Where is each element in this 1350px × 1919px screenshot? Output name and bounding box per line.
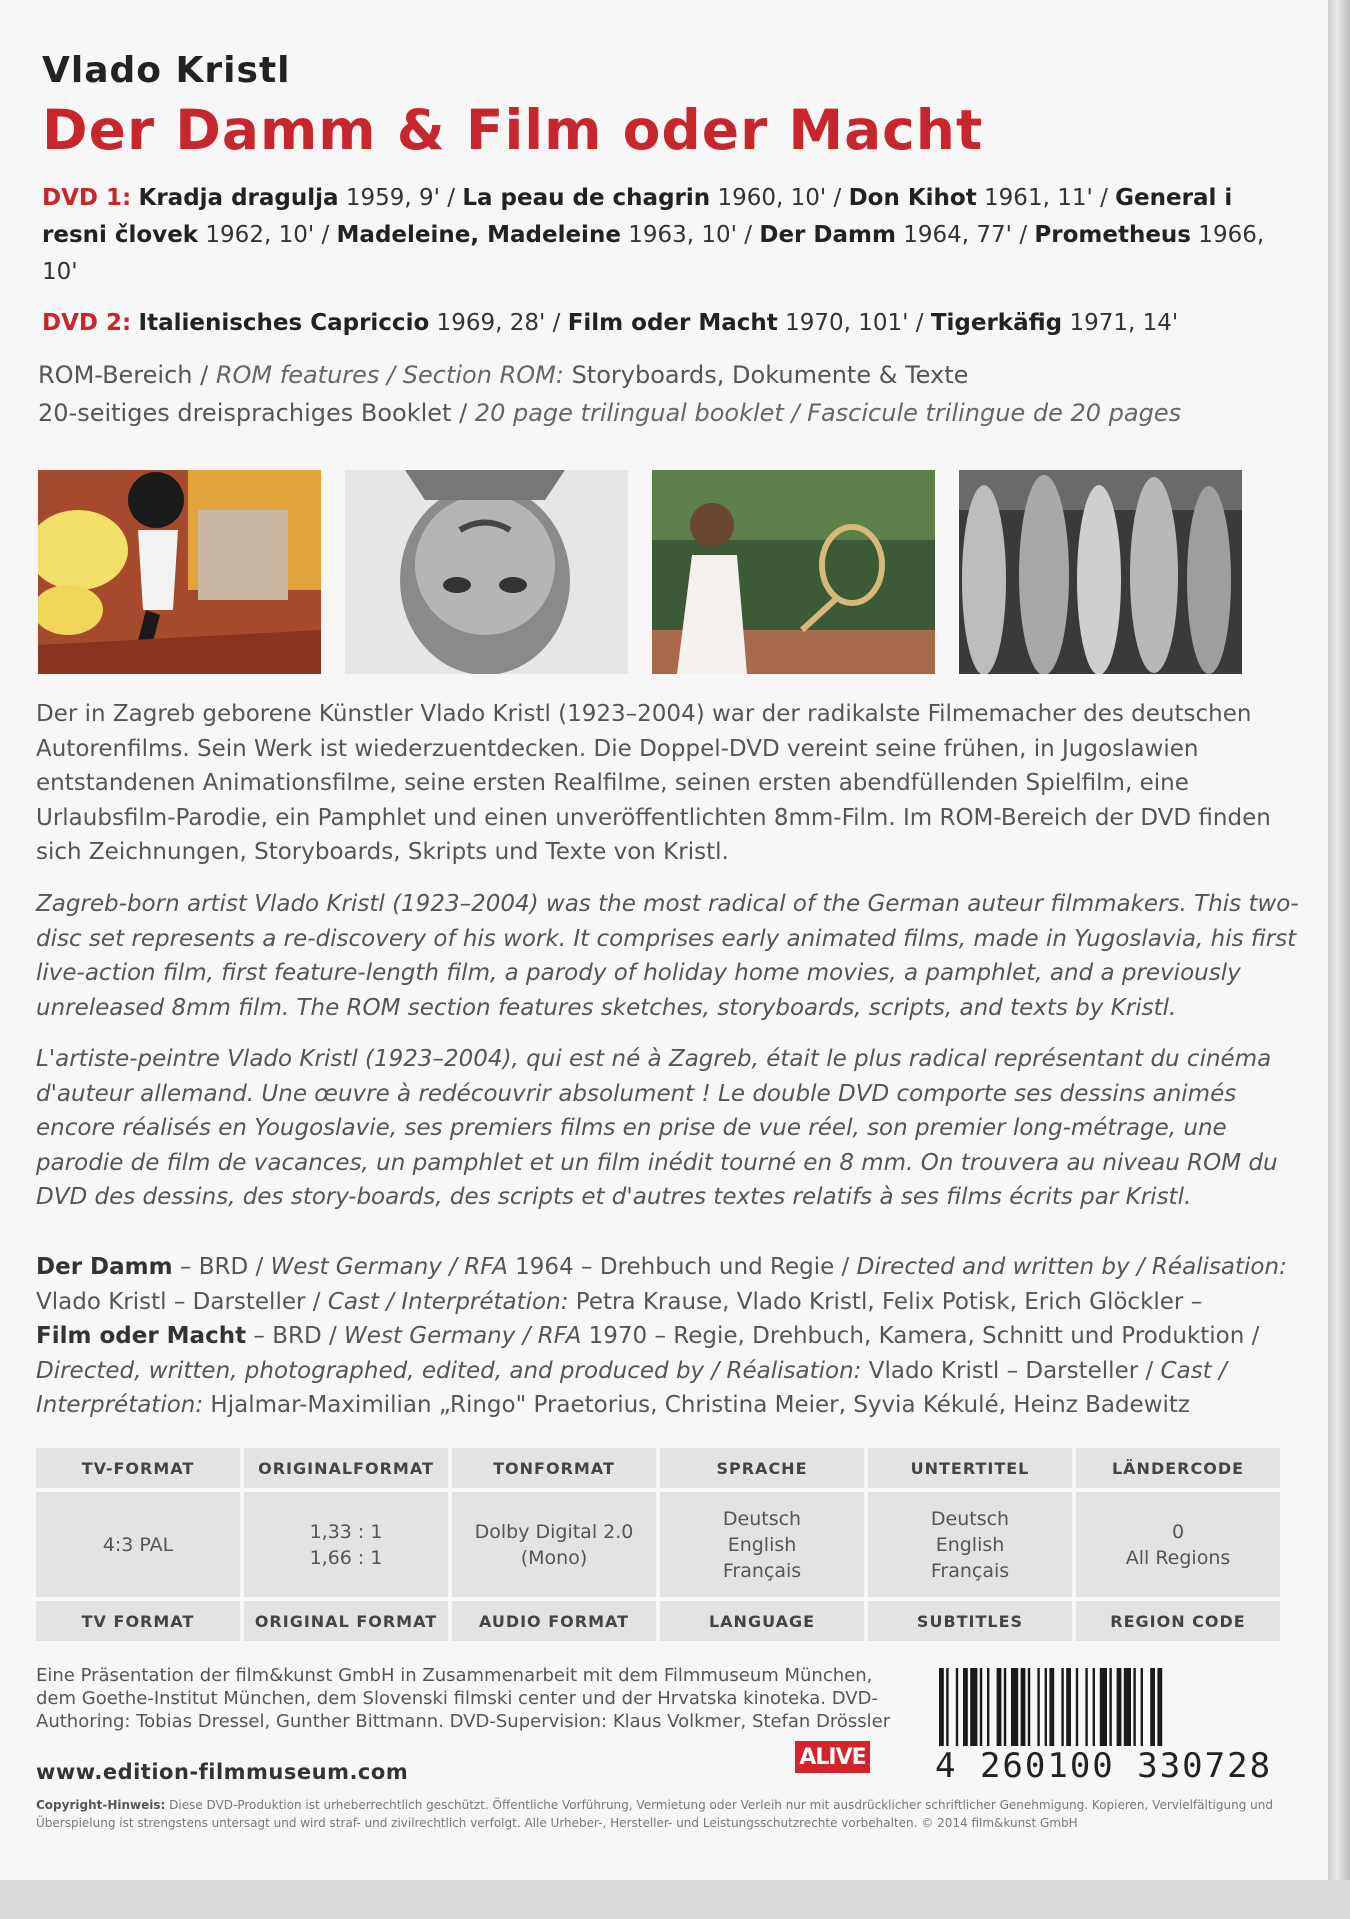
- description-english: Zagreb-born artist Vlado Kristl (1923–2004) was the most radical of the German auteur filmmakers. This two-disc set represents a re-discovery of his work. It comprises early animated films, made in Yugoslavia, his first live-action film, first feature-length film, a parody of holiday home movies, a pamphlet, and a previously unreleased 8mm film. The ROM section features sketches, storyboards, scripts, and texts by Kristl.: [36, 891, 1299, 1021]
- dvd2-contents: [42, 305, 1282, 342]
- film-title: Madeleine, Madeleine: [336, 222, 621, 248]
- barcode: [935, 1668, 1275, 1786]
- copyright-label: Copyright-Hinweis:: [36, 1798, 166, 1812]
- credit-text: 1970 – Regie, Drehbuch, Kamera, Schnitt und Produktion /: [581, 1323, 1260, 1349]
- dvd2-label: DVD 2:: [42, 310, 132, 336]
- spec-header: SUBTITLES: [868, 1601, 1072, 1641]
- film-info: 1969, 28' /: [429, 310, 568, 336]
- film-stills: [38, 470, 1245, 674]
- rom-label-de: ROM-Bereich /: [38, 361, 216, 389]
- spec-header: TV-FORMAT: [36, 1448, 240, 1488]
- dvd1-contents: [42, 180, 1282, 291]
- film-info: 1959, 9' /: [338, 185, 463, 211]
- barcode-bar: [1150, 1668, 1155, 1752]
- spec-header-row-german: [36, 1448, 1280, 1488]
- spec-value: Deutsch English Français: [868, 1492, 1072, 1597]
- description-french: L'artiste-peintre Vlado Kristl (1923–2004), qui est né à Zagreb, était le plus radical représentant du cinéma d'auteur allemand. Une œuvre à redécouvrir absolument ! Le double DVD comporte ses dessins animés encore réalisés en Yougoslavie, ses premiers films en prise de vue réel, son premier long-métrage, une parodie de film de vacances, un pamphlet et un film inédit tourné en 8 mm. On trouvera au niveau ROM du DVD des dessins, des story-boards, des scripts et d'autres textes relatifs à ses films écrits par Kristl.: [36, 1046, 1278, 1210]
- dvd1-label: DVD 1:: [42, 185, 132, 211]
- barcode-bar: [1076, 1668, 1078, 1752]
- spec-header: REGION CODE: [1076, 1601, 1280, 1641]
- film-title: Tigerkäfig: [930, 310, 1063, 336]
- spec-header: AUDIO FORMAT: [452, 1601, 656, 1641]
- barcode-bar: [980, 1668, 982, 1752]
- barcode-bar: [1037, 1668, 1039, 1752]
- rom-label-en-fr: ROM features / Section ROM:: [215, 361, 564, 389]
- barcode-bar: [987, 1668, 989, 1752]
- spec-value: 0 All Regions: [1076, 1492, 1280, 1597]
- still-animation: [38, 470, 321, 674]
- spec-header: ORIGINAL FORMAT: [244, 1601, 448, 1641]
- barcode-bar: [997, 1668, 1002, 1752]
- film-title: La peau de chagrin: [462, 185, 711, 211]
- booklet-label-de: 20-seitiges dreisprachiges Booklet /: [38, 399, 475, 427]
- credit-text: Vlado Kristl – Darsteller /: [36, 1288, 328, 1315]
- credit-text: Cast / Interprétation:: [36, 1357, 1227, 1418]
- film-title: Prometheus: [1034, 222, 1191, 248]
- spec-header: LÄNDERCODE: [1076, 1448, 1280, 1488]
- credit-text: Hjalmar-Maximilian „Ringo" Praetorius, Christina Meier, Syvia Kékulé, Heinz Badewitz: [203, 1392, 1190, 1418]
- barcode-number: 4 260100 330728: [935, 1746, 1275, 1786]
- spec-header-row-english: [36, 1601, 1280, 1641]
- still-tennis: [652, 470, 935, 674]
- film-info: 1964, 77' /: [895, 222, 1035, 248]
- barcode-bar: [946, 1668, 948, 1752]
- booklet-label-en-fr: 20 page trilingual booklet / Fascicule trilingue de 20 pages: [474, 399, 1182, 427]
- credit-text: – BRD /: [246, 1323, 345, 1349]
- spec-header: UNTERTITEL: [868, 1448, 1072, 1488]
- film-title: Italienisches Capriccio: [138, 310, 430, 336]
- film-info: 1970, 101' /: [777, 310, 931, 336]
- film-info: 1962, 10' /: [198, 222, 337, 248]
- credit-text: Directed and written by / Réalisation:: [856, 1254, 1287, 1280]
- credit-film-title: Film oder Macht: [36, 1323, 247, 1349]
- film-title: Kradja dragulja: [138, 185, 339, 211]
- alive-logo: ALIVE: [795, 1741, 870, 1773]
- film-title: Film oder Macht: [567, 310, 778, 336]
- credit-text: Directed, written, photographed, edited, and produced by / Réalisation:: [36, 1357, 862, 1384]
- release-title: Der Damm & Film oder Macht: [42, 98, 984, 162]
- rom-features-line: [38, 356, 1308, 394]
- film-info: 1971, 14': [1062, 310, 1179, 336]
- barcode-bars: [935, 1668, 1275, 1752]
- website-link[interactable]: www.edition-filmmuseum.com: [36, 1760, 409, 1784]
- barcode-bar: [970, 1668, 977, 1752]
- spec-value: 1,33 : 1 1,66 : 1: [244, 1492, 448, 1597]
- case-edge: [1328, 0, 1350, 1919]
- barcode-bar: [1133, 1668, 1135, 1752]
- film-credits: [36, 1250, 1316, 1423]
- spec-value: Deutsch English Français: [660, 1492, 864, 1597]
- credit-text: 1964 – Drehbuch und Regie /: [507, 1254, 857, 1280]
- barcode-bar: [1011, 1668, 1018, 1752]
- credit-text: Petra Krause, Vlado Kristl, Felix Potisk, Erich Glöckler –: [568, 1288, 1203, 1315]
- credit-text: Cast / Interprétation:: [327, 1288, 569, 1315]
- credit-text: Vlado Kristl – Darsteller /: [861, 1357, 1161, 1384]
- barcode-bar: [1141, 1668, 1143, 1752]
- spec-header: SPRACHE: [660, 1448, 864, 1488]
- barcode-bar: [1028, 1668, 1030, 1752]
- director-name: Vlado Kristl: [42, 50, 291, 91]
- barcode-bar: [956, 1668, 958, 1752]
- barcode-bar: [1109, 1668, 1111, 1752]
- barcode-bar: [1093, 1668, 1095, 1752]
- spec-header: TV FORMAT: [36, 1601, 240, 1641]
- credit-text: West Germany / RFA: [270, 1254, 508, 1280]
- barcode-bar: [1124, 1668, 1131, 1752]
- description-german: Der in Zagreb geborene Künstler Vlado Kristl (1923–2004) war der radikalste Filmemacher des deutschen Autorenfilms. Sein Werk ist wiederzuentdecken. Die Doppel-DVD vereint seine frühen, in Jugoslawien entstandenen Animationsfilme, seine ersten Realfilme, seinen ersten abendfüllenden Spielfilm, eine Urlaubsfilm-Parodie, ein Pamphlet und einen unveröffentlichten 8mm-Film. Im ROM-Bereich der DVD finden sich Zeichnungen, Storyboards, Skripts und Texte von Kristl.: [36, 701, 1271, 865]
- technical-specs-table: [36, 1448, 1280, 1645]
- barcode-bar: [1004, 1668, 1006, 1752]
- barcode-bar: [1085, 1668, 1087, 1752]
- barcode-bar: [1049, 1668, 1054, 1752]
- barcode-bar: [1021, 1668, 1026, 1752]
- film-info: 1961, 11' /: [976, 185, 1116, 211]
- barcode-bar: [1117, 1668, 1122, 1752]
- bonus-features: [38, 356, 1308, 432]
- credit-text: West Germany / RFA: [344, 1323, 582, 1349]
- spec-header: LANGUAGE: [660, 1601, 864, 1641]
- barcode-bar: [1045, 1668, 1047, 1752]
- barcode-bar: [1061, 1668, 1063, 1752]
- booklet-line: [38, 394, 1308, 432]
- case-bottom: [0, 1880, 1350, 1919]
- still-portrait: [345, 470, 628, 674]
- spec-values-row: [36, 1492, 1280, 1597]
- barcode-bar: [1066, 1668, 1071, 1752]
- film-info: 1960, 10' /: [710, 185, 849, 211]
- barcode-bar: [939, 1668, 944, 1752]
- spec-header: ORIGINALFORMAT: [244, 1448, 448, 1488]
- copyright-notice: [36, 1796, 1276, 1832]
- film-info: 1966, 10': [42, 222, 1265, 285]
- spec-value: Dolby Digital 2.0 (Mono): [452, 1492, 656, 1597]
- barcode-bar: [1157, 1668, 1162, 1752]
- film-title: Der Damm: [759, 222, 896, 248]
- credit-film-title: Der Damm: [36, 1254, 173, 1280]
- film-title: General i resni človek: [42, 185, 1233, 248]
- spec-value: 4:3 PAL: [36, 1492, 240, 1597]
- copyright-text: Diese DVD-Produktion ist urheberrechtlich geschützt. Öffentliche Vorführung, Vermietung oder Verleih nur mit ausdrücklicher schriftlicher Genehmigung. Kopieren, Vervielfältigung und Überspielung ist strengstens untersagt und wird straf- und zivilrechtlich verfolgt. Alle Urheber-, Hersteller- und Leistungsschutzrechte vorbehalten. © 2014 film&kunst GmbH: [36, 1798, 1273, 1830]
- film-info: 1963, 10' /: [620, 222, 760, 248]
- still-group: [959, 470, 1242, 674]
- rom-content: Storyboards, Dokumente & Texte: [563, 361, 969, 389]
- presentation-credits: Eine Präsentation der film&kunst GmbH in Zusammenarbeit mit dem Filmmuseum München, dem Goethe-Institut München, dem Slovenski filmski center und der Hrvatska kinoteka. DVD-Authoring: Tobias Dressel, Gunther Bittmann. DVD-Supervision: Klaus Volkmer, Stefan Drössler: [36, 1665, 891, 1732]
- barcode-bar: [963, 1668, 968, 1752]
- spec-header: TONFORMAT: [452, 1448, 656, 1488]
- film-title: Don Kihot: [848, 185, 977, 211]
- barcode-bar: [1100, 1668, 1107, 1752]
- credit-text: – BRD /: [172, 1254, 271, 1280]
